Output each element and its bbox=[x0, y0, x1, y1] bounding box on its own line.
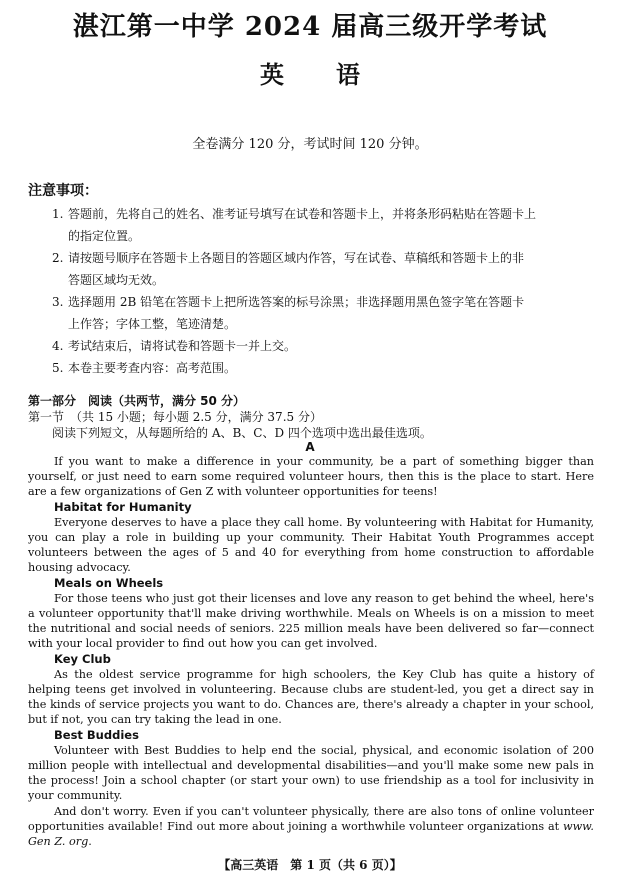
notice-text-cont: 上作答；字体工整，笔迹清楚。 bbox=[68, 317, 237, 331]
notice-text: 选择题用 2B 铅笔在答题卡上把所选答案的标号涂黑；非选择题用黑色签字笔在答题卡 bbox=[68, 295, 525, 309]
notice-text: 请按题号顺序在答题卡上各题目的答题区域内作答，写在试卷、草稿纸和答题卡上的非 bbox=[68, 251, 525, 265]
closing-end: . bbox=[88, 835, 92, 849]
section-paragraph: Volunteer with Best Buddies to help end the social, physical, and economic isolation of 200 million people with intellectual and developmental disabilities—and you'll make some new pals in the process! Join a school chapter (or start your own) to use friendship as a tool for inclusivity in your community. bbox=[28, 743, 594, 803]
notice-item bbox=[52, 357, 600, 379]
closing-url: www. Gen Z. org bbox=[28, 819, 594, 849]
section-heading: Meals on Wheels bbox=[54, 575, 164, 590]
part-title: 第一部分 阅读（共两节，满分 50 分） bbox=[28, 394, 246, 408]
score-time-line: 全卷满分 120 分，考试时间 120 分钟。 bbox=[192, 137, 428, 152]
subject-char-1: 英 bbox=[260, 60, 284, 89]
notice-text-cont: 答题区域均无效。 bbox=[68, 273, 165, 287]
section-heading: Best Buddies bbox=[54, 727, 139, 742]
notice-item bbox=[52, 247, 600, 291]
passage-closing bbox=[28, 804, 594, 850]
notice-text-cont: 的指定位置。 bbox=[68, 229, 141, 243]
closing-text: And don't worry. Even if you can't volunteer physically, there are also tons of online volunteer opportunities available! Find out more about joining a worthwhile volunteer organizations at bbox=[28, 804, 594, 833]
section-paragraph: For those teens who just got their licenses and love any reason to get behind the wheel, here's a volunteer opportunity that'll make driving worthwhile. Meals on Wheels is on a mission to meet the nutritional and social needs of seniors. 225 million meals have been delivered so far—connect with your local provider to find out how you can get involved. bbox=[28, 591, 594, 651]
notice-item bbox=[52, 291, 600, 335]
exam-title: 湛江第一中学 2024 届高三级开学考试 bbox=[72, 12, 548, 42]
reading-direction: 阅读下列短文，从每题所给的 A、B、C、D 四个选项中选出最佳选项。 bbox=[52, 426, 432, 440]
notice-num: 2. bbox=[52, 251, 64, 265]
notice-num: 1. bbox=[52, 207, 64, 221]
notice-num: 4. bbox=[52, 339, 64, 353]
section-paragraph: As the oldest service programme for high schoolers, the Key Club has quite a history of helping teens get involved in volunteering. Because clubs are student-led, you get a direct say in the kinds of service projects you want to do. Chances are, there's already a chapter in your school, but if not, you can try taking the lead in one. bbox=[28, 667, 594, 727]
section-heading: Habitat for Humanity bbox=[54, 499, 192, 514]
subject-char-2: 语 bbox=[336, 60, 360, 89]
section-heading: Key Club bbox=[54, 651, 111, 666]
passage-intro: If you want to make a difference in your community, be a part of something bigger than yourself, or just need to earn some required volunteer hours, then this is the place to start. Here are a few organizations of Gen Z with volunteer opportunities for teens! bbox=[28, 455, 594, 499]
notice-text: 答题前，先将自己的姓名、准考证号填写在试卷和答题卡上，并将条形码粘贴在答题卡上 bbox=[68, 207, 537, 221]
passage-label: A bbox=[305, 440, 315, 454]
notice-num: 3. bbox=[52, 295, 64, 309]
notice-title: 注意事项： bbox=[28, 183, 98, 199]
notice-num: 5. bbox=[52, 361, 64, 375]
notice-text: 本卷主要考查内容：高考范围。 bbox=[68, 361, 237, 375]
subject-title bbox=[0, 60, 620, 90]
reading-passage bbox=[28, 454, 594, 849]
notice-text: 考试结束后，请将试卷和答题卡一并上交。 bbox=[68, 339, 297, 353]
notice-item bbox=[52, 335, 600, 357]
notice-list bbox=[52, 203, 600, 379]
page-footer: 【高三英语 第 1 页（共 6 页）】 bbox=[218, 858, 402, 872]
section-paragraph: Everyone deserves to have a place they call home. By volunteering with Habitat for Humanity, you can play a role in building up your community. Their Habitat Youth Programmes accept volunteers between the ages of 5 and 40 for everything from home construction to affordable housing advocacy. bbox=[28, 515, 594, 575]
notice-item bbox=[52, 203, 600, 247]
section-title: 第一节 （共 15 小题；每小题 2.5 分，满分 37.5 分） bbox=[28, 410, 322, 424]
